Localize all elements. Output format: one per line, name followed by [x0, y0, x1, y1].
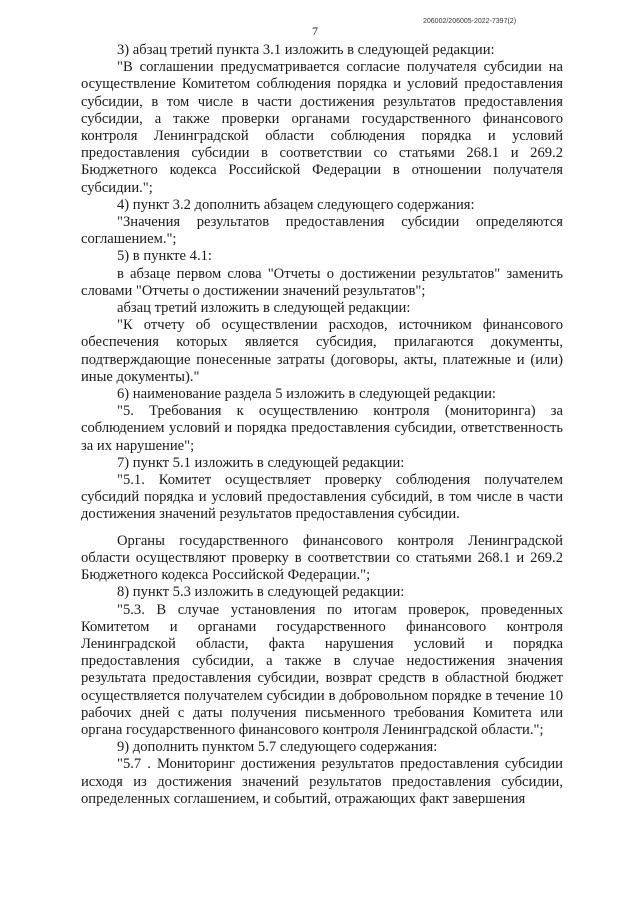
quoted-text-3-2: "Значения результатов предоставления субсидии определяются соглашением."; [81, 214, 563, 248]
quoted-text-3-1: "В соглашении предусматривается согласие получателя субсидии на осуществление Комитетом соблюдения порядка и условий предоставления субсидии, в том числе в части достижения результатов предоставления субсидии, а также проверки органами государственного финансового контроля Ленинградской области соблюдения порядка и условий предоставления субсидии в соответствии со статьями 268.1 и 269.2 Бюджетного кодекса Российской Федерации в отношении получателя субсидии."; [81, 59, 563, 196]
document-code: 206002/206005-2022-7397(2) [423, 18, 517, 25]
quoted-text-5-3: "5.3. В случае установления по итогам проверок, проведенных Комитетом и органами государственного финансового контроля Ленинградской области, факта нарушения условий и порядка предоставления субсидии, а также в случае недостижения значения результата предоставления субсидии, возврат средств в областной бюджет осуществляется получателем субсидии в добровольном порядке в течение 10 рабочих дней с даты получения письменного требования Комитета или органа государственного финансового контроля Ленинградской области."; [81, 601, 563, 738]
amendment-item-6: 6) наименование раздела 5 изложить в следующей редакции: [117, 386, 496, 403]
amendment-item-9: 9) дополнить пунктом 5.7 следующего содержания: [117, 739, 438, 756]
quoted-text-5-1: "5.1. Комитет осуществляет проверку соблюдения получателем субсидий порядка и условий предоставления субсидий, в том числе в части достижения значений результатов предоставления субсидии. [81, 472, 563, 523]
amendment-5-third-paragraph: абзац третий изложить в следующей редакции: [117, 300, 411, 317]
amendment-item-4: 4) пункт 3.2 дополнить абзацем следующего содержания: [117, 196, 475, 213]
amendment-item-7: 7) пункт 5.1 изложить в следующей редакции: [117, 454, 405, 471]
page-number: 7 [312, 24, 318, 38]
quoted-section-5-title: "5. Требования к осуществлению контроля (мониторинга) за соблюдением условий и порядка предоставления субсидии, ответственность за их нарушение"; [81, 403, 563, 454]
quoted-text-5-7: "5.7 . Мониторинг достижения результатов предоставления субсидии исходя из достижения значений результатов предоставления субсидии, определенных соглашением, и событий, отражающих факт завершения [81, 756, 563, 807]
amendment-item-3: 3) абзац третий пункта 3.1 изложить в следующей редакции: [117, 42, 495, 58]
document-body [81, 42, 563, 808]
amendment-5-first-paragraph: в абзаце первом слова "Отчеты о достижении результатов" заменить словами "Отчеты о достижении значений результатов"; [81, 265, 563, 299]
quoted-text-4-1: "К отчету об осуществлении расходов, источником финансового обеспечения которых является субсидия, прилагаются документы, подтверждающие понесенные затраты (договоры, акты, платежные и (или) иные документы)." [81, 317, 563, 385]
quoted-text-5-1-second: Органы государственного финансового контроля Ленинградской области осуществляют проверку в соответствии со статьями 268.1 и 269.2 Бюджетного кодекса Российской Федерации."; [81, 532, 563, 584]
amendment-item-8: 8) пункт 5.3 изложить в следующей редакции: [117, 584, 405, 601]
amendment-item-5: 5) в пункте 4.1: [117, 248, 212, 265]
